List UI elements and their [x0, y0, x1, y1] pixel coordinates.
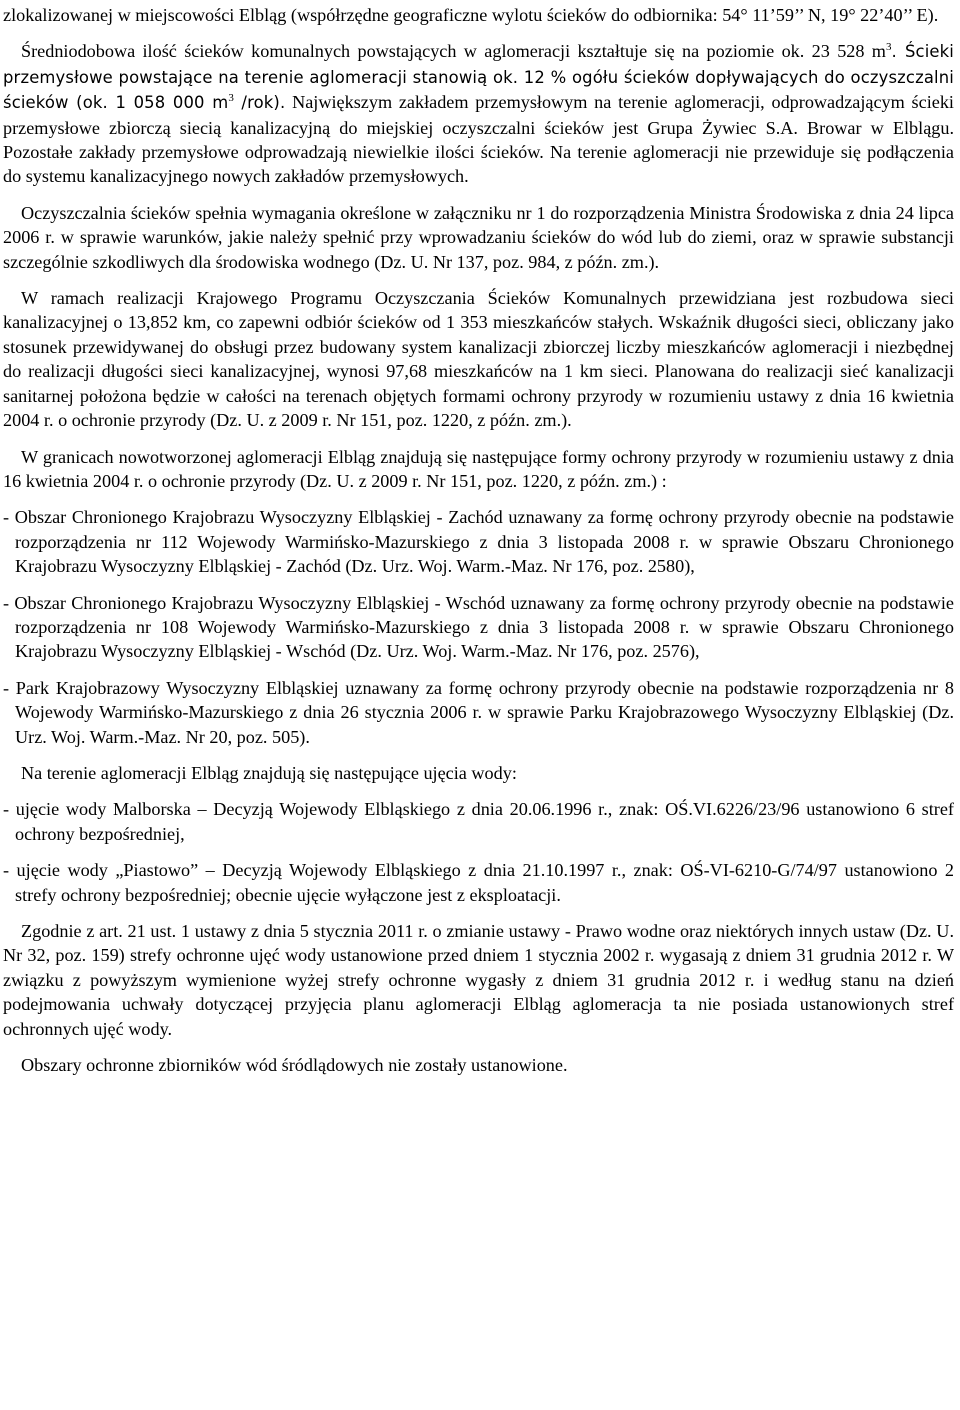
list-item-protection-form: - Obszar Chronionego Krajobrazu Wysoczyzny Elbląskiej - Zachód uznawany za formę ochrony przyrody obecnie na podstawie rozporządzenia nr 112 Wojewody Warmińsko-Mazurskiego z dnia 3 listopada 2008 r. w sprawie Obszaru Chronionego Krajobrazu Wysoczyzny Elbląskiej - Zachód (Dz. Urz. Woj. Warm.-Maz. Nr 176, poz. 2580),: [3, 507, 954, 577]
paragraph-water-law-amendment: Zgodnie z art. 21 ust. 1 ustawy z dnia 5 stycznia 2011 r. o zmianie ustawy - Prawo wodne oraz niektórych innych ustaw (Dz. U. Nr 32, poz. 159) strefy ochronne ujęć wody ustanowione przed dniem 1 stycznia 2002 r. wygasają z dniem 31 grudnia 2012 r. W związku z powyższym wymienione wyżej strefy ochronne wygasły z dniem 31 grudnia 2012 r. i według stanu na dzień podejmowania uchwały dotyczącej przyjęcia planu aglomeracji Elbląg aglomeracja ta nie posiada ustanowionych stref ochronnych ujęć wody.: [3, 921, 954, 1039]
superscript: 3: [885, 41, 892, 54]
list-item-water-intake: - ujęcie wody „Piastowo” – Decyzją Wojewody Elbląskiego z dnia 21.10.1997 r., znak: OŚ-VI-6210-G/74/97 ustanowiono 2 strefy ochrony bezpośredniej; obecnie ujęcie wyłączone jest z eksploatacji.: [3, 860, 954, 905]
paragraph-inland-reservoirs: Obszary ochronne zbiorników wód śródlądowych nie zostały ustanowione.: [21, 1055, 568, 1076]
wastewater-volume-text-b: . Ścieki przemysłowe powstające na terenie aglomeracji stanowią ok. 12 % ogółu ścieków dopływających do oczyszczalni ścieków (ok. 1 058 000 m: [3, 42, 954, 113]
wastewater-volume-text-a: Średniodobowa ilość ścieków komunalnych powstających w aglomeracji kształtuje się na poziomie ok. 23 528 m: [21, 41, 886, 62]
paragraph-location: zlokalizowanej w miejscowości Elbląg (współrzędne geograficzne wylotu ścieków do odbiornika: 54° 11’59’’ N, 19° 22’40’’ E).: [3, 5, 939, 25]
paragraph-wastewater-volume: [3, 39, 954, 188]
paragraph-water-intakes-intro: Na terenie aglomeracji Elbląg znajdują się następujące ujęcia wody:: [21, 762, 517, 783]
paragraph-protection-forms-intro: W granicach nowotworzonej aglomeracji Elbląg znajdują się następujące formy ochrony przyrody w rozumieniu ustawy z dnia 16 kwietnia 2004 r. o ochronie przyrody (Dz. U. z 2009 r. Nr 151, poz. 1220, z późn. zm.) :: [3, 446, 954, 491]
wastewater-volume-text-c: /rok).: [233, 93, 286, 113]
wastewater-volume-text-d: Największym zakładem przemysłowym na terenie aglomeracji, odprowadzającym ścieki przemysłowe zbiorczą siecią kanalizacyjną do miejskiej oczyszczalni ścieków jest Grupa Żywiec S.A. Browar w Elblągu. Pozostałe zakłady przemysłowe odprowadzają niewielkie ilości ścieków. Na terenie aglomeracji nie przewiduje się podłączenia do systemu kanalizacyjnego nowych zakładów przemysłowych.: [3, 92, 954, 187]
list-item-protection-form: - Obszar Chronionego Krajobrazu Wysoczyzny Elbląskiej - Wschód uznawany za formę ochrony przyrody obecnie na podstawie rozporządzenia nr 108 Wojewody Warmińsko-Mazurskiego z dnia 3 listopada 2008 r. w sprawie Obszaru Chronionego Krajobrazu Wysoczyzny Elbląskiej - Wschód (Dz. Urz. Woj. Warm.-Maz. Nr 176, poz. 2576),: [3, 592, 954, 662]
paragraph-treatment-requirements: Oczyszczalnia ścieków spełnia wymagania określone w załączniku nr 1 do rozporządzenia Ministra Środowiska z dnia 24 lipca 2006 r. w sprawie warunków, jakie należy spełnić przy wprowadzaniu ścieków do wód lub do ziemi, oraz w sprawie substancji szczególnie szkodliwych dla środowiska wodnego (Dz. U. Nr 137, poz. 984, z późn. zm.).: [3, 202, 954, 272]
paragraph-sewer-expansion: W ramach realizacji Krajowego Programu Oczyszczania Ścieków Komunalnych przewidziana jest rozbudowa sieci kanalizacyjnej o 13,852 km, co zapewni odbiór ścieków od 1 353 mieszkańców stałych. Wskaźnik długości sieci, obliczany jako stosunek przewidywanej do obsługi przez budowany system kanalizacji zbiorczej liczby mieszkańców aglomeracji i niezbędnej do realizacji długości sieci kanalizacyjnej, wynosi 97,68 mieszkańców na 1 km sieci. Planowana do realizacji sieć kanalizacji sanitarnej położona będzie w całości na terenach objętych formami ochrony przyrody w rozumieniu ustawy z dnia 16 kwietnia 2004 r. o ochronie przyrody (Dz. U. z 2009 r. Nr 151, poz. 1220, z późn. zm.).: [3, 288, 954, 431]
superscript: 3: [228, 92, 234, 105]
list-item-water-intake: - ujęcie wody Malborska – Decyzją Wojewody Elbląskiego z dnia 20.06.1996 r., znak: OŚ.VI.6226/23/96 ustanowiono 6 stref ochrony bezpośredniej,: [3, 799, 954, 844]
list-item-protection-form: - Park Krajobrazowy Wysoczyzny Elbląskiej uznawany za formę ochrony przyrody obecnie na podstawie rozporządzenia nr 8 Wojewody Warmińsko-Mazurskiego z dnia 26 stycznia 2006 r. w sprawie Parku Krajobrazowego Wysoczyzny Elbląskiej (Dz. Urz. Woj. Warm.-Maz. Nr 20, poz. 505).: [3, 677, 954, 747]
